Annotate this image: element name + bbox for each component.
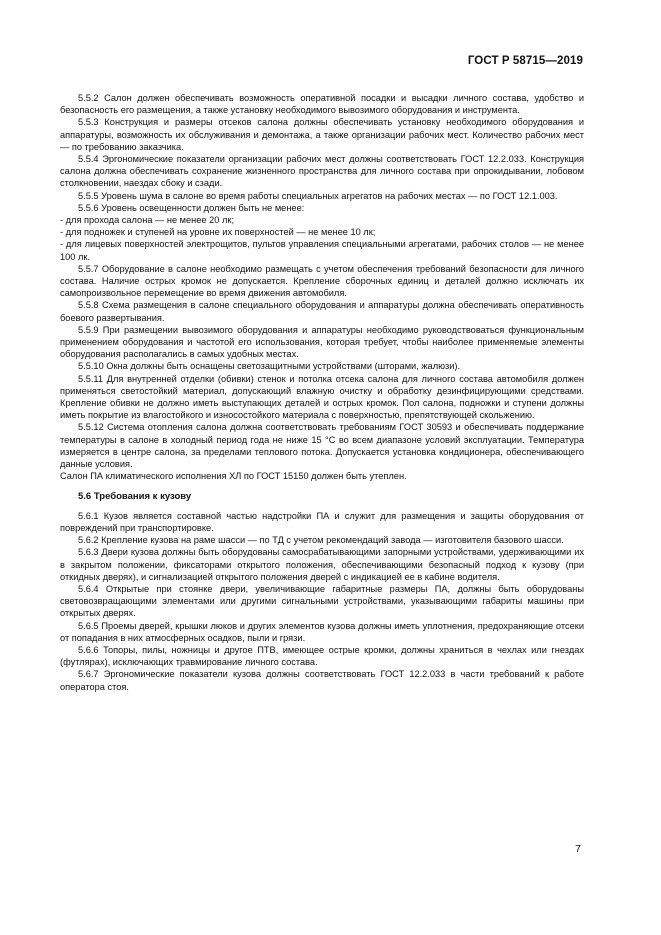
paragraph-5-5-11: 5.5.11 Для внутренней отделки (обивки) стенок и потолка отсека салона для личного состава автомобиля должен применяться светостойкий материал, допускающий влажную очистку и обработку дезинфицирующими средствами. Крепление обивки не должно иметь выступающих деталей и острых кромок. Пол салона, подножки и ступени должны иметь покрытие из влагостойкого и износостойкого материала с поверхностью, препятствующей скольжению. — [60, 373, 584, 421]
document-header: ГОСТ Р 58715—2019 — [467, 55, 583, 67]
paragraph-5-5-3: 5.5.3 Конструкция и размеры отсеков салона должны обеспечивать установку необходимого оборудования и аппаратуры, возможность их обслуживания и демонтажа, а также организации рабочих мест. Количество рабочих мест — по требованию заказчика. — [60, 117, 584, 152]
paragraph-5-6-5: 5.6.5 Проемы дверей, крышки люков и других элементов кузова должны иметь уплотнения, предохраняющие отсеки от попадания в них атмосферных осадков, пыли и грязи. — [60, 620, 584, 643]
paragraph-5-6-2: 5.6.2 Крепление кузова на раме шасси — по ТД с учетом рекомендаций завода — изготовителя базового шасси. — [78, 535, 564, 546]
page-number: 7 — [575, 843, 581, 855]
paragraph-5-5-8: 5.5.8 Схема размещения в салоне специального оборудования и аппаратуры должна обеспечивать оперативность боевого развертывания. — [60, 300, 584, 323]
paragraph-5-6-1: 5.6.1 Кузов является составной частью надстройки ПА и служит для размещения и защиты оборудования от повреждений при транспортировке. — [60, 510, 584, 533]
paragraph-5-6-4: 5.6.4 Открытые при стоянке двери, увеличивающие габаритные размеры ПА, должны быть оборудованы световозвращающими элементами или другими сигнальными устройствами, указывающими габариты машины при открытых дверях. — [60, 583, 584, 619]
paragraph-5-5-7: 5.5.7 Оборудование в салоне необходимо размещать с учетом обеспечения требований безопасности для личного состава. Наличие острых кромок не допускается. Крепление сборочных единиц и деталей должно исключать их самопроизвольное перемещение во время движения автомобиля. — [60, 263, 584, 299]
paragraph-5-5-12: 5.5.12 Система отопления салона должна соответствовать требованиям ГОСТ 30593 и обеспечивать поддержание температуры в салоне в холодный период года не ниже 15 °С во всем диапазоне условий эксплуатации. Температура измеряется в центре салона, за пределами теплового потока. Допускается установка кондиционера, обеспечивающего данные условия. — [60, 422, 584, 470]
document-body — [60, 92, 584, 693]
list-item-steps: - для подножек и ступеней на уровне их поверхностей — не менее 10 лк; — [60, 227, 376, 238]
paragraph-5-6-7: 5.6.7 Эргономические показатели кузова должны соответствовать ГОСТ 12.2.033 в части требований к работе оператора стоя. — [60, 669, 584, 692]
paragraph-5-6-3: 5.6.3 Двери кузова должны быть оборудованы самосрабатывающими запорными устройствами, удерживающими их в закрытом положении, фиксаторами открытого положения, обеспечивающими безопасный подход к кузову (при откидных дверях), и сигнализацией открытого положения дверей с индикацией ее в кабине водителя. — [60, 547, 584, 582]
paragraph-5-5-5: 5.5.5 Уровень шума в салоне во время работы специальных агрегатов на рабочих местах — по ГОСТ 12.1.003. — [78, 190, 558, 201]
paragraph-insulation: Салон ПА климатического исполнения ХЛ по ГОСТ 15150 должен быть утеплен. — [60, 471, 407, 482]
paragraph-5-6-6: 5.6.6 Топоры, пилы, ножницы и другое ПТВ, имеющее острые кромки, должны храниться в чехлах или гнездах (футлярах), исключающих травмирование личного состава. — [60, 644, 584, 668]
paragraph-5-5-10: 5.5.10 Окна должны быть оснащены светозащитными устройствами (шторами, жалюзи). — [78, 361, 461, 372]
section-heading-5-6: 5.6 Требования к кузову — [78, 490, 192, 502]
paragraph-5-5-4: 5.5.4 Эргономические показатели организации рабочих мест должны соответствовать ГОСТ 12.2.033. Конструкция салона должна обеспечивать сохранение жизненного пространства для личного состава при опрокидывании, лобовом столкновении, наездах сбоку и сзади. — [60, 154, 584, 189]
paragraph-5-5-2: 5.5.2 Салон должен обеспечивать возможность оперативной посадки и высадки личного состава, удобство и безопасность его размещения, а также установку необходимого вывозимого оборудования и инструмента. — [60, 93, 584, 116]
list-item-panels: - для лицевых поверхностей электрощитов, пультов управления специальными агрегатами, рабочих столов — не менее 100 лк. — [60, 239, 584, 262]
paragraph-5-5-6: 5.5.6 Уровень освещенности должен быть не менее: — [78, 202, 305, 213]
list-item-passage: - для прохода салона — не менее 20 лк; — [60, 215, 235, 226]
paragraph-5-5-9: 5.5.9 При размещении вывозимого оборудования и аппаратуры необходимо руководствоваться функциональным применением оборудования и частотой его использования, которая требует, чтобы наиболее применяемые элементы оборудования располагались в самых удобных местах. — [60, 324, 584, 360]
